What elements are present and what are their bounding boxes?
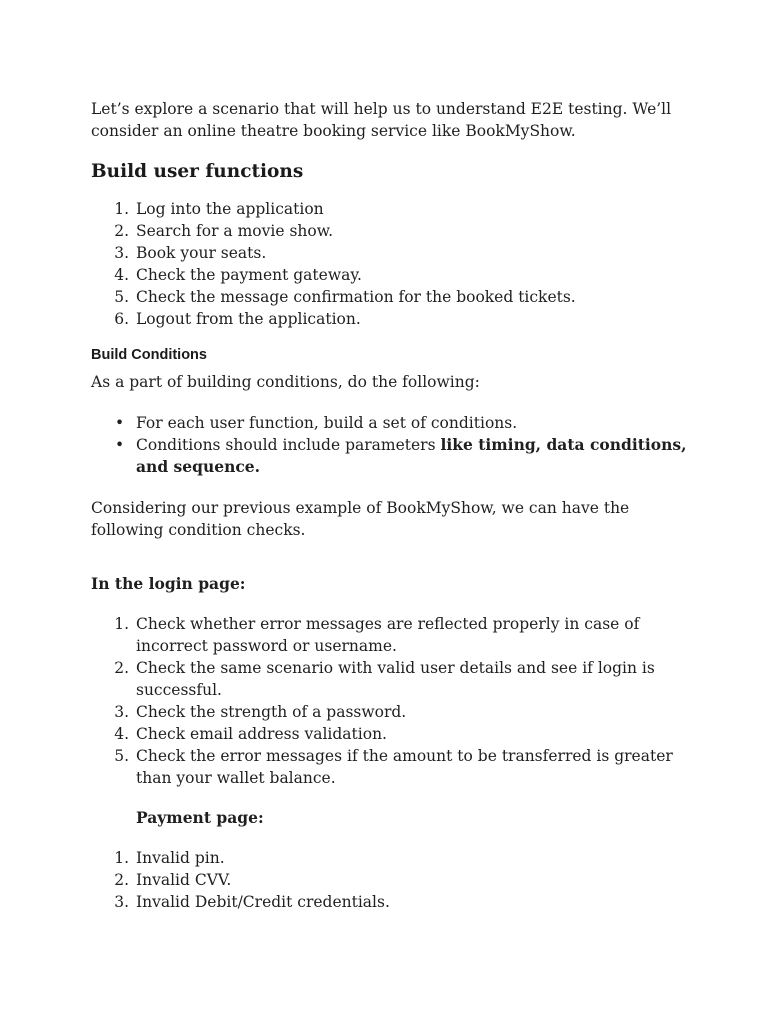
list-item-text: Invalid pin. <box>136 849 225 867</box>
build-conditions-heading: Build Conditions <box>91 347 207 363</box>
list-item <box>91 308 691 330</box>
list-number: 1. <box>114 615 129 633</box>
list-item-text: Invalid CVV. <box>136 871 232 889</box>
list-item <box>91 723 691 745</box>
list-item-text: Check the same scenario with valid user details and see if login is successful. <box>136 659 655 699</box>
payment-checks-list <box>91 847 691 913</box>
list-item <box>91 220 691 242</box>
list-number: 5. <box>114 747 129 765</box>
list-item-text: Check whether error messages are reflected properly in case of incorrect password or username. <box>136 615 640 655</box>
document-page <box>91 98 691 913</box>
intro-paragraph: Let’s explore a scenario that will help us to understand E2E testing. We’ll consider an online theatre booking service like BookMyShow. <box>91 100 672 140</box>
list-item-text: Check the error messages if the amount to be transferred is greater than your wallet balance. <box>136 747 673 787</box>
list-item-text: Conditions should include parameters <box>136 436 441 454</box>
list-item <box>91 264 691 286</box>
list-number: 4. <box>114 725 129 743</box>
list-item-text: Logout from the application. <box>136 310 361 328</box>
list-item-text: Check the message confirmation for the booked tickets. <box>136 288 576 306</box>
list-number: 2. <box>114 659 129 677</box>
conditions-bullet-list <box>91 412 691 478</box>
list-item <box>91 198 691 220</box>
list-item-text: Search for a movie show. <box>136 222 334 240</box>
list-item <box>91 869 691 891</box>
list-item <box>91 891 691 913</box>
list-number: 6. <box>114 310 129 328</box>
list-item-bold-text: like timing, data conditions, and sequence. <box>136 435 687 476</box>
list-item-text: Check the strength of a password. <box>136 703 407 721</box>
list-number: 5. <box>114 288 129 306</box>
list-item-text: Invalid Debit/Credit credentials. <box>136 893 390 911</box>
build-user-functions-heading: Build user functions <box>91 161 304 182</box>
list-item-text: For each user function, build a set of conditions. <box>136 414 518 432</box>
list-item <box>91 657 691 701</box>
list-item <box>91 434 691 478</box>
payment-page-heading: Payment page: <box>136 808 264 827</box>
build-conditions-lead: As a part of building conditions, do the following: <box>91 373 480 391</box>
list-number: 1. <box>114 849 129 867</box>
list-item-text: Check email address validation. <box>136 725 387 743</box>
list-number: 2. <box>114 871 129 889</box>
bullet-marker: • <box>115 414 125 432</box>
user-functions-list <box>91 198 691 330</box>
list-item <box>91 242 691 264</box>
list-item <box>91 701 691 723</box>
list-item <box>91 412 691 434</box>
list-number: 2. <box>114 222 129 240</box>
list-item-text: Log into the application <box>136 200 324 218</box>
list-number: 3. <box>114 893 129 911</box>
list-number: 3. <box>114 244 129 262</box>
list-item <box>91 613 691 657</box>
considering-paragraph: Considering our previous example of BookMyShow, we can have the following condition checks. <box>91 499 630 539</box>
list-item <box>91 847 691 869</box>
list-item-text: Book your seats. <box>136 244 267 262</box>
list-number: 1. <box>114 200 129 218</box>
list-number: 4. <box>114 266 129 284</box>
list-item-text: Check the payment gateway. <box>136 266 362 284</box>
bullet-marker: • <box>115 436 125 454</box>
list-item <box>91 745 691 789</box>
list-number: 3. <box>114 703 129 721</box>
login-checks-list <box>91 613 691 789</box>
list-item <box>91 286 691 308</box>
login-page-heading: In the login page: <box>91 574 246 593</box>
